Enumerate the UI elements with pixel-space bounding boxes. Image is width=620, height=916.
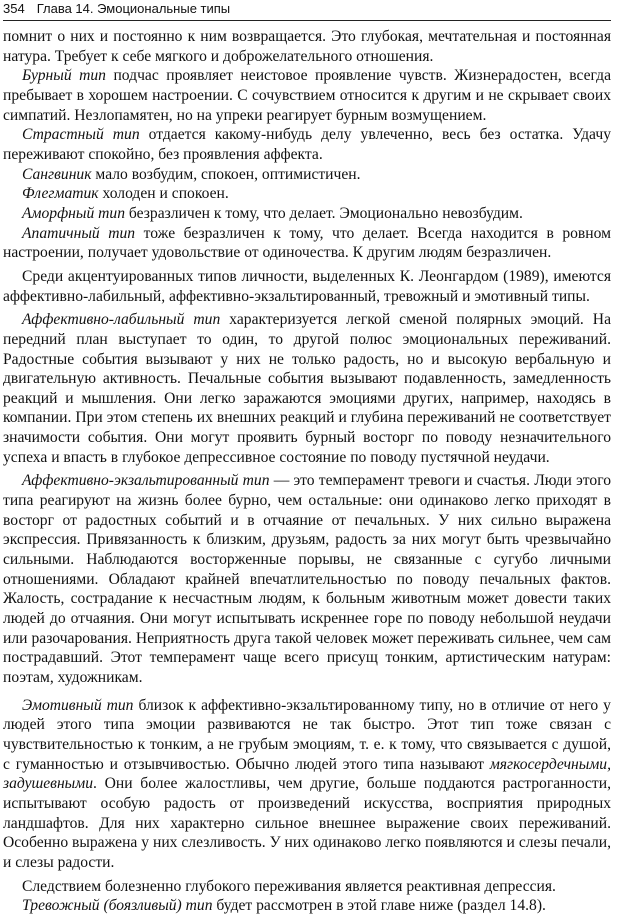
paragraph-emotive-type: Эмотивный тип близок к аффективно-экзальтированному типу, но в отличие от него у людей этого типа эмоции развиваются не так быстро. Этот тип тоже связан с чувствительностью к тонким, а не грубым эмоциям, т. е. к тому, что связывается с душой, с гуманностью и отзывчивостью. Обычно людей этого типа называют мягкосердечными, задушевными. Они более жалостливы, чем другие, больше поддаются растроганности, испытывают особую радость от произведений искусства, восприятия природных ландшафтов. Для них характерно сильное внешнее выражение своих переживаний. Особенно выражена у них слезливость. У них одинаково легко появляются и слезы печали, и слезы радости. [3,696,611,871]
paragraph-amorphous-type: Аморфный тип безразличен к тому, что делает. Эмоционально невозбудим. [22,204,523,222]
term: Страстный тип [22,126,140,144]
paragraph-reactive-depression: Следствием болезненно глубокого переживания является реактивная депрессия. [22,877,556,895]
running-header [3,1,603,19]
header-rule [3,20,611,21]
term: мягкосердечными, задушевными [3,755,611,793]
paragraph-sanguine: Сангвиник мало возбудим, спокоен, оптимистичен. [22,165,361,183]
paragraph-leonhard-intro: Среди акцентуированных типов личности, выделенных К. Леонгардом (1989), имеются аффективно-лабильный, аффективно-экзальтированный, тревожный и эмотивный типы. [3,267,611,305]
term: Аморфный тип [22,204,125,222]
term: Флегматик [22,185,99,203]
paragraph-apathetic-type: Апатичный тип тоже безразличен к тому, что делает. Всегда находится в ровном настроении, получает удовольствие от одиночества. К другим людям безразличен. [3,224,611,262]
term: Аффективно-экзальтированный тип [22,472,270,490]
term: Апатичный тип [22,224,136,242]
term: Сангвиник [22,165,92,183]
chapter-title: Глава 14. Эмоциональные типы [36,1,231,16]
paragraph-stormy-type: Бурный тип подчас проявляет неистовое проявление чувств. Жизнерадостен, всегда пребывает в хорошем настроении. С сочувствием относится к другим и не скрывает своих симпатий. Незлопамятен, но на упреки реагирует бурным возмущением. [3,67,611,124]
term: Тревожный (боязливый) тип [22,897,213,915]
term: Аффективно-лабильный тип [22,311,221,329]
page-number: 354 [3,1,25,16]
term: Бурный тип [22,67,106,85]
paragraph-affective-labile: Аффективно-лабильный тип характеризуется легкой сменой полярных эмоций. На передний план выступает то один, то другой полюс эмоциональных переживаний. Радостные события вызывают у них не только радость, но и высокую вербальную и двигательную активность. Печальные события вызывают подавленность, замедленность реакций и мышления. Они легко заражаются эмоциями других, например, находясь в компании. При этом степень их внешних реакций и глубина переживаний не соответствует значимости события. Они могут проявить бурный восторг по поводу незначительного успеха и впасть в глубокое депрессивное состояние по поводу пустячной неудачи. [3,311,611,466]
paragraph-continuation: помнит о них и постоянно к ним возвращается. Это глубокая, мечтательная и постоянная натура. Требует к себе мягкого и доброжелательного отношения. [3,28,611,65]
paragraph-passionate-type: Страстный тип отдается какому-нибудь делу увлеченно, весь без остатка. Удачу переживают спокойно, без проявления аффекта. [3,126,611,163]
paragraph-affective-exalted: Аффективно-экзальтированный тип — это темперамент тревоги и счастья. Люди этого типа реагируют на жизнь более бурно, чем остальные: они одинаково легко приходят в восторг от радостных событий и в отчаяние от печальных. У них сильно выражена экспрессия. Привязанность к близким, друзьям, радость за них могут быть чрезвычайно сильными. Наблюдаются восторженные порывы, не связанные с сугубо личными отношениями. Обладают крайней впечатлительностью по поводу печальных фактов. Жалость, сострадание к несчастным людям, к больным животным может довести таких людей до отчаяния. Они могут испытывать искреннее горе по поводу небольшой неудачи или разочарования. Неприятность друга такой человек может переживать сильнее, чем сам пострадавший. Этот темперамент чаще всего присущ тонким, артистическим натурам: поэтам, художникам. [3,472,611,686]
paragraph-phlegmatic: Флегматик холоден и спокоен. [22,185,229,203]
body-text [3,27,611,916]
term: Эмотивный тип [22,696,134,714]
paragraph-anxious-type: Тревожный (боязливый) тип будет рассмотрен в этой главе ниже (раздел 14.8). [22,897,546,915]
